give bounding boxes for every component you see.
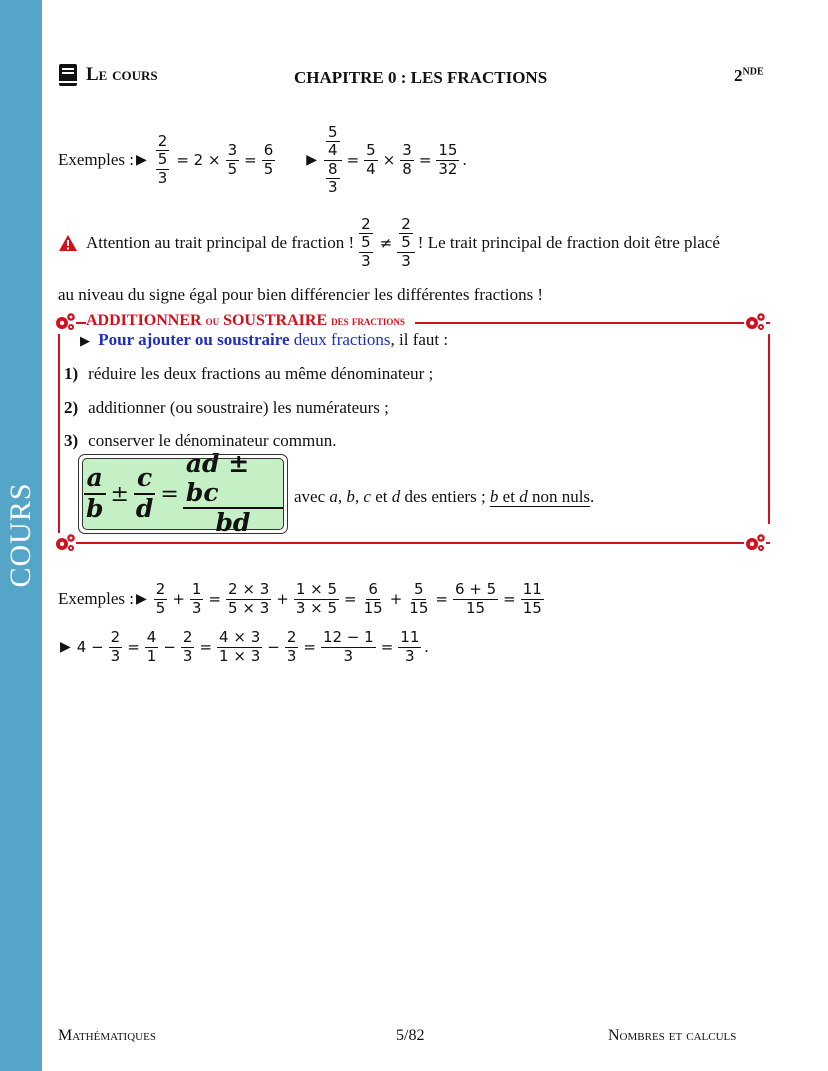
formula-fraction	[133, 464, 156, 524]
inner-fraction	[326, 124, 340, 160]
denominator: 3	[286, 646, 297, 665]
denominator: 8	[402, 159, 412, 178]
inner-fraction	[359, 234, 373, 270]
footer-theme: Nombres et calculs	[608, 1027, 737, 1044]
nested-fraction	[154, 133, 172, 187]
warning-text: Attention au trait principal de fraction !	[86, 233, 355, 252]
intro-end: , il faut :	[390, 330, 449, 349]
formula-num: c	[134, 464, 155, 495]
numerator: 3	[227, 141, 238, 160]
fraction-denominator	[324, 161, 342, 197]
punctuation: .	[424, 637, 429, 656]
gears-icon	[54, 533, 76, 553]
rule-intro	[78, 330, 448, 350]
denominator: 4	[366, 159, 376, 178]
warning-text-continued: au niveau du signe égal pour bien différencier les différentes fractions !	[58, 285, 544, 304]
title-part: ADDITIONNER	[86, 312, 202, 329]
cond-text: non nuls	[531, 487, 591, 506]
triangle-bullet-icon: ▶	[136, 152, 147, 168]
inner-denominator: 3	[361, 251, 371, 270]
operator: =	[346, 151, 360, 169]
cond-end: .	[590, 487, 595, 506]
formula-box	[82, 448, 284, 538]
inner-numerator: 5	[157, 150, 168, 169]
fraction-numerator: 2	[361, 215, 371, 234]
denominator: 3 × 5	[295, 598, 338, 617]
example2-row1	[58, 576, 547, 622]
warning-row	[58, 200, 720, 286]
example2-row2	[58, 624, 429, 670]
step-text: additionner (ou soustraire) les numérateurs ;	[88, 398, 389, 417]
inner-denominator: 3	[157, 168, 168, 187]
fraction	[109, 629, 123, 665]
inner-fraction	[326, 161, 340, 197]
warning-text: ! Le trait principal de fraction doit être placé	[417, 233, 720, 252]
operator: =	[208, 590, 222, 608]
triangle-bullet-icon: ▶	[60, 639, 71, 655]
chapter-title: CHAPITRE 0 : LES FRACTIONS	[294, 68, 548, 87]
expression-start: 4 −	[76, 638, 104, 656]
denominator: 3	[191, 598, 202, 617]
fraction	[436, 142, 459, 178]
inner-fraction	[156, 151, 170, 187]
triangle-bullet-icon: ▶	[80, 333, 90, 348]
fraction	[262, 142, 276, 178]
formula-num: a	[84, 464, 106, 495]
numerator: 1	[191, 580, 202, 599]
numerator: 2	[182, 628, 193, 647]
inner-numerator: 8	[328, 159, 338, 178]
fraction-denominator	[154, 151, 172, 187]
denominator: 15	[363, 598, 383, 617]
numerator: 2	[110, 628, 121, 647]
denominator: 5	[155, 598, 166, 617]
numerator: 15	[438, 141, 458, 160]
denominator: 1	[146, 646, 157, 665]
operator: =	[380, 638, 394, 656]
operator: ≠	[379, 234, 393, 252]
numerator: 6	[263, 141, 274, 160]
title-part: ou	[205, 313, 220, 328]
denominator: 3	[405, 646, 415, 665]
operator: =	[435, 590, 448, 608]
fraction	[294, 581, 339, 617]
formula-den: d	[135, 494, 154, 523]
box-bottom-line	[58, 542, 770, 544]
inner-numerator: 5	[328, 123, 338, 141]
fraction-numerator	[324, 124, 342, 161]
operator: =	[127, 638, 140, 656]
level-number: 2	[734, 66, 743, 85]
cond-text: et	[502, 487, 515, 506]
example2-expression	[151, 581, 547, 617]
cond-vars: a, b, c	[329, 487, 371, 506]
inner-numerator: 2	[401, 215, 411, 234]
cond-underlined	[490, 487, 590, 507]
formula-operator: ±	[110, 481, 129, 507]
gears-icon	[744, 312, 766, 332]
fraction	[321, 629, 376, 665]
operator: =	[244, 151, 257, 169]
operator: +	[172, 590, 185, 608]
fraction	[190, 581, 204, 617]
operator: −	[163, 638, 176, 656]
numerator: 4 × 3	[219, 628, 261, 647]
fraction	[181, 629, 195, 665]
fraction	[398, 629, 421, 665]
side-label: COURS	[4, 482, 37, 588]
fraction	[407, 581, 430, 617]
numerator: 1 × 5	[295, 580, 338, 599]
numerator: 2 × 3	[228, 580, 270, 599]
inner-denominator: 4	[328, 141, 338, 160]
step-number: 3)	[64, 431, 79, 450]
inner-numerator: 5	[361, 233, 371, 252]
operator: =	[199, 638, 213, 656]
cond-var: b	[489, 487, 499, 506]
step-number: 2)	[64, 398, 79, 417]
formula-conditions	[294, 487, 594, 507]
fraction	[226, 142, 240, 178]
box-left-line	[58, 334, 60, 538]
numerator: 11	[400, 628, 420, 647]
denominator: 3	[182, 646, 193, 665]
numerator: 12 − 1	[322, 628, 374, 647]
punctuation: .	[462, 150, 467, 169]
cond-text: et	[375, 487, 388, 506]
step-text: réduire les deux fractions au même dénominateur ;	[88, 364, 434, 383]
rule-step	[64, 364, 433, 384]
denominator: 32	[438, 159, 458, 178]
cond-text: des entiers ;	[404, 487, 486, 506]
inner-denominator: 5	[401, 233, 411, 252]
step-number: 1)	[64, 364, 79, 383]
operator: ×	[382, 151, 396, 169]
rule-box	[58, 312, 770, 548]
level-label	[734, 66, 764, 86]
formula-fraction	[83, 464, 106, 524]
rule-step	[64, 398, 389, 418]
operator: =	[503, 590, 516, 608]
step-text: conserver le dénominateur commun.	[88, 431, 337, 450]
level-sup: NDE	[742, 66, 764, 78]
triangle-bullet-icon: ▶	[306, 152, 318, 168]
example2-expression	[106, 629, 425, 665]
gears-icon	[744, 533, 766, 553]
box-title	[86, 312, 415, 330]
book-icon	[58, 63, 78, 87]
operator: =	[303, 638, 316, 656]
formula-den: b	[86, 494, 104, 523]
fraction	[145, 629, 159, 665]
numerator: 4	[146, 628, 157, 647]
fraction	[226, 581, 271, 617]
denominator: 3	[343, 646, 354, 665]
denominator: 5 × 3	[228, 598, 270, 617]
inner-denominator: 3	[328, 177, 338, 196]
denominator: 15	[466, 598, 486, 617]
fraction-denominator	[357, 234, 375, 270]
formula-num: ad ± bc	[183, 450, 283, 510]
fraction	[217, 629, 262, 665]
fraction-denominator: 3	[401, 251, 411, 270]
denominator: 1 × 3	[219, 646, 261, 665]
denominator: 3	[110, 646, 121, 665]
nested-fraction	[324, 124, 342, 196]
operator: = 2 ×	[176, 151, 221, 169]
example2-label: Exemples :	[58, 589, 135, 608]
title-part: des fractions	[331, 313, 405, 328]
fraction	[154, 581, 168, 617]
fraction	[364, 142, 378, 178]
formula-operator: =	[160, 481, 179, 507]
box-right-line	[768, 334, 770, 524]
cond-var: d	[519, 487, 528, 506]
triangle-bullet-icon: ▶	[136, 591, 147, 607]
numerator: 5	[366, 141, 376, 160]
intro-bold: Pour ajouter ou soustraire	[98, 330, 290, 349]
numerator: 6 + 5	[454, 580, 497, 599]
warning-icon	[58, 234, 78, 252]
title-part: SOUSTRAIRE	[223, 312, 328, 329]
numerator: 2	[155, 580, 166, 599]
operator: −	[267, 638, 280, 656]
formula-fraction	[183, 450, 283, 538]
numerator: 3	[402, 141, 412, 160]
header-section	[58, 63, 158, 87]
fraction-numerator: 2	[157, 132, 168, 151]
cond-var: d	[391, 487, 401, 506]
header-section-label: Le cours	[86, 64, 158, 85]
side-band	[0, 0, 42, 1071]
nested-fraction	[397, 216, 415, 270]
page-number: 5/82	[396, 1027, 425, 1044]
footer-subject: Mathématiques	[58, 1027, 156, 1044]
example1-row	[58, 114, 467, 206]
formula-den: bd	[215, 508, 251, 538]
operator: +	[276, 590, 289, 608]
rule-step	[64, 431, 336, 451]
gears-icon	[54, 312, 76, 332]
operator: +	[389, 590, 403, 608]
fraction	[453, 581, 498, 617]
operator: =	[344, 590, 357, 608]
operator: =	[418, 151, 432, 169]
fraction	[362, 581, 385, 617]
inner-fraction	[399, 216, 413, 252]
numerator: 6	[368, 580, 378, 599]
denominator: 15	[409, 598, 429, 617]
example1-label: Exemples :	[58, 150, 135, 169]
fraction	[400, 142, 414, 178]
intro-blue: deux fractions	[293, 330, 391, 349]
fraction-numerator	[397, 216, 415, 253]
numerator: 11	[522, 580, 542, 599]
nested-fraction	[357, 216, 375, 270]
fraction	[521, 581, 544, 617]
numerator: 5	[414, 580, 424, 599]
numerator: 2	[286, 628, 297, 647]
denominator: 15	[522, 598, 542, 617]
cond-text: avec	[294, 487, 326, 506]
denominator: 5	[227, 159, 238, 178]
fraction	[285, 629, 299, 665]
denominator: 5	[263, 159, 274, 178]
